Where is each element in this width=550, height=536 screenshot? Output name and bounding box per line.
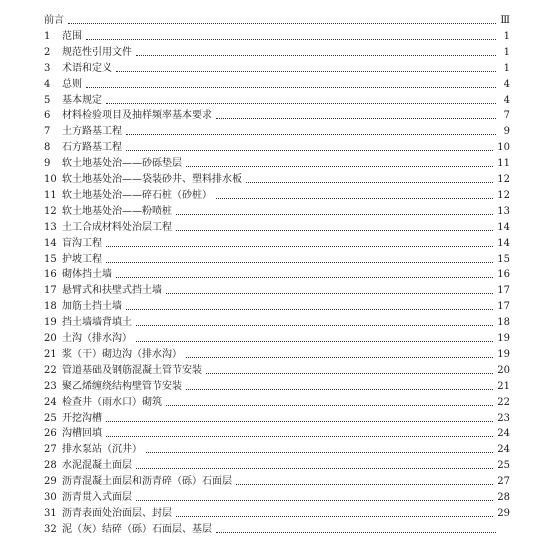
toc-entry-title: 开挖沟槽 [62, 412, 102, 424]
dot-leader [186, 357, 493, 358]
toc-entry-page: 27 [497, 476, 510, 488]
dot-leader [236, 484, 493, 485]
toc-entry-number: 9 [44, 158, 51, 170]
toc-entry-number: 3 [44, 62, 51, 74]
toc-entry-number: 11 [44, 189, 57, 201]
toc-entry-number: 29 [44, 476, 57, 488]
toc-entry-title: 泥（灰）结碎（砾）石面层、基层 [62, 523, 212, 535]
toc-entry-page: 19 [497, 348, 510, 360]
toc-entry-title: 管道基础及钢筋混凝土管节安装 [62, 364, 202, 376]
dot-leader [176, 214, 493, 215]
toc-entry-number: 1 [44, 30, 51, 42]
toc-entry-page: 29 [497, 507, 510, 519]
dot-leader [106, 103, 496, 104]
toc-entry-number: 19 [44, 317, 57, 329]
dot-leader [176, 516, 493, 517]
toc-entry-number: 12 [44, 205, 57, 217]
toc-entry-page: 18 [497, 317, 510, 329]
dot-leader [126, 134, 496, 135]
dot-leader [86, 87, 496, 88]
dot-leader [166, 405, 493, 406]
toc-entry-page: 19 [497, 333, 510, 344]
toc-entry-number: 28 [44, 460, 57, 472]
toc-entry-title: 软土地基处治——碎石桩（砂桩） [62, 189, 212, 201]
toc-entry-page: 23 [497, 412, 510, 424]
dot-leader [176, 230, 493, 231]
toc-entry-number: 16 [44, 269, 57, 281]
toc-entry-number: 31 [44, 507, 57, 519]
toc-entry-title: 浆（干）砌边沟（排水沟） [62, 348, 182, 360]
toc-entry-number: 8 [44, 142, 51, 154]
toc-entry-title: 沟槽回填 [62, 428, 102, 440]
toc-entry-page: 12 [497, 174, 510, 185]
toc-entry-number: 32 [44, 523, 57, 535]
toc-entry-title: 挡土墙墙背填土 [62, 317, 132, 329]
dot-leader [136, 500, 493, 501]
toc-entry-title: 范围 [62, 30, 82, 42]
dot-leader [186, 389, 493, 390]
toc-entry-page: 14 [497, 237, 510, 249]
dot-leader [186, 166, 493, 167]
dot-leader [206, 373, 493, 374]
toc-entry-number: 21 [44, 348, 57, 360]
dot-leader [216, 532, 496, 533]
toc-entry-title: 材料检验项目及抽样频率基本要求 [62, 110, 212, 122]
dot-leader [86, 39, 496, 40]
toc-entry-number: 14 [44, 237, 57, 249]
toc-entry-page: Ⅲ [500, 15, 510, 26]
dot-leader [166, 293, 493, 294]
toc-entry-page: 7 [503, 110, 510, 122]
toc-entry-page: 28 [497, 492, 510, 503]
toc-entry-page: 1 [503, 30, 510, 42]
toc-entry-title: 基本规定 [62, 94, 102, 106]
dot-leader [106, 421, 493, 422]
toc-entry-page: 11 [497, 158, 510, 170]
toc-entry-number: 2 [44, 46, 51, 58]
dot-leader [216, 198, 493, 199]
toc-entry-number: 26 [44, 428, 57, 440]
toc-entry-page: 25 [497, 460, 510, 472]
toc-entry-title: 砌体挡土墙 [62, 269, 112, 281]
toc-entry-page: 21 [497, 380, 510, 392]
toc-entry-title: 盲沟工程 [62, 237, 102, 249]
toc-entry-page: 24 [497, 444, 510, 456]
dot-leader [126, 309, 493, 310]
toc-entry-title: 土方路基工程 [62, 126, 122, 138]
dot-leader [216, 118, 496, 119]
toc-entry-page: 10 [497, 142, 510, 154]
dot-leader [106, 246, 493, 247]
toc-entry-number: 17 [44, 285, 57, 297]
toc-entry-title: 土沟（排水沟） [62, 333, 132, 344]
toc-entry-page: 4 [503, 78, 510, 90]
dot-leader [246, 182, 493, 183]
toc-entry-title: 排水泵站（沉井） [62, 444, 142, 456]
dot-leader [126, 150, 493, 151]
toc-entry-number: 22 [44, 364, 57, 376]
toc-entry-title: 护坡工程 [62, 253, 102, 265]
toc-entry-number: 10 [44, 174, 57, 185]
toc-entry-page: 22 [497, 396, 510, 408]
toc-entry-page: 1 [503, 46, 510, 58]
dot-leader [146, 452, 493, 453]
toc-entry-number: 15 [44, 253, 57, 265]
toc-entry-page: 17 [497, 301, 510, 313]
toc-entry-title: 悬臂式和扶壁式挡土墙 [62, 285, 162, 297]
dot-leader [136, 468, 493, 469]
toc-entry-page: 24 [497, 428, 510, 440]
toc-entry-title: 沥青表面处治面层、封层 [62, 507, 172, 519]
toc-entry-title: 沥青混凝土面层和沥青碎（砾）石面层 [62, 476, 232, 488]
dot-leader [136, 55, 496, 56]
toc-entry-page: 9 [503, 126, 510, 138]
toc-entry-title: 软土地基处治——粉喷桩 [62, 205, 172, 217]
dot-leader [68, 23, 496, 24]
toc-entry-page: 14 [497, 221, 510, 233]
toc-entry-number: 25 [44, 412, 57, 424]
toc-entry-number: 6 [44, 110, 51, 122]
toc-entry-number: 20 [44, 333, 57, 344]
toc-entry-title: 总则 [62, 78, 82, 90]
toc-entry-title: 术语和定义 [62, 62, 112, 74]
toc-entry-title: 沥青贯入式面层 [62, 492, 132, 503]
toc-entry-page: 20 [497, 364, 510, 376]
toc-entry-page: 13 [497, 205, 510, 217]
toc-entry-title: 规范性引用文件 [62, 46, 132, 58]
dot-leader [106, 262, 493, 263]
toc-entry-page: 15 [497, 253, 510, 265]
toc-entry-title: 检查井（雨水口）砌筑 [62, 396, 162, 408]
toc-entry-page: 12 [497, 189, 510, 201]
toc-entry-title: 加筋土挡土墙 [62, 301, 122, 313]
toc-entry-number: 27 [44, 444, 57, 456]
toc-entry-title: 聚乙烯缠绕结构壁管节安装 [62, 380, 182, 392]
dot-leader [136, 325, 493, 326]
toc-entry-number: 7 [44, 126, 51, 138]
dot-leader [106, 436, 493, 437]
toc-entry-number: 5 [44, 94, 51, 106]
toc-entry-title: 石方路基工程 [62, 142, 122, 154]
toc-entry-number: 24 [44, 396, 57, 408]
dot-leader [116, 71, 496, 72]
toc-entry-title: 软土地基处治——袋装砂井、塑料排水板 [62, 174, 242, 185]
toc-entry-title: 水泥混凝土面层 [62, 460, 132, 472]
toc-entry-number: 4 [44, 78, 51, 90]
dot-leader [136, 341, 493, 342]
toc-entry-number: 23 [44, 380, 57, 392]
dot-leader [116, 277, 493, 278]
toc-entry-number: 30 [44, 492, 57, 503]
toc-entry-number: 18 [44, 301, 57, 313]
toc-entry-page: 16 [497, 269, 510, 281]
toc-entry-page: 1 [503, 62, 510, 74]
toc-entry [44, 518, 510, 536]
toc-entry-page: 4 [503, 94, 510, 106]
toc-entry-title: 土工合成材料处治层工程 [62, 221, 172, 233]
toc-entry-page: 17 [497, 285, 510, 297]
toc-entry-number: 13 [44, 221, 57, 233]
toc-entry-title: 前言 [44, 15, 64, 26]
toc-entry-title: 软土地基处治——砂砾垫层 [62, 158, 182, 170]
